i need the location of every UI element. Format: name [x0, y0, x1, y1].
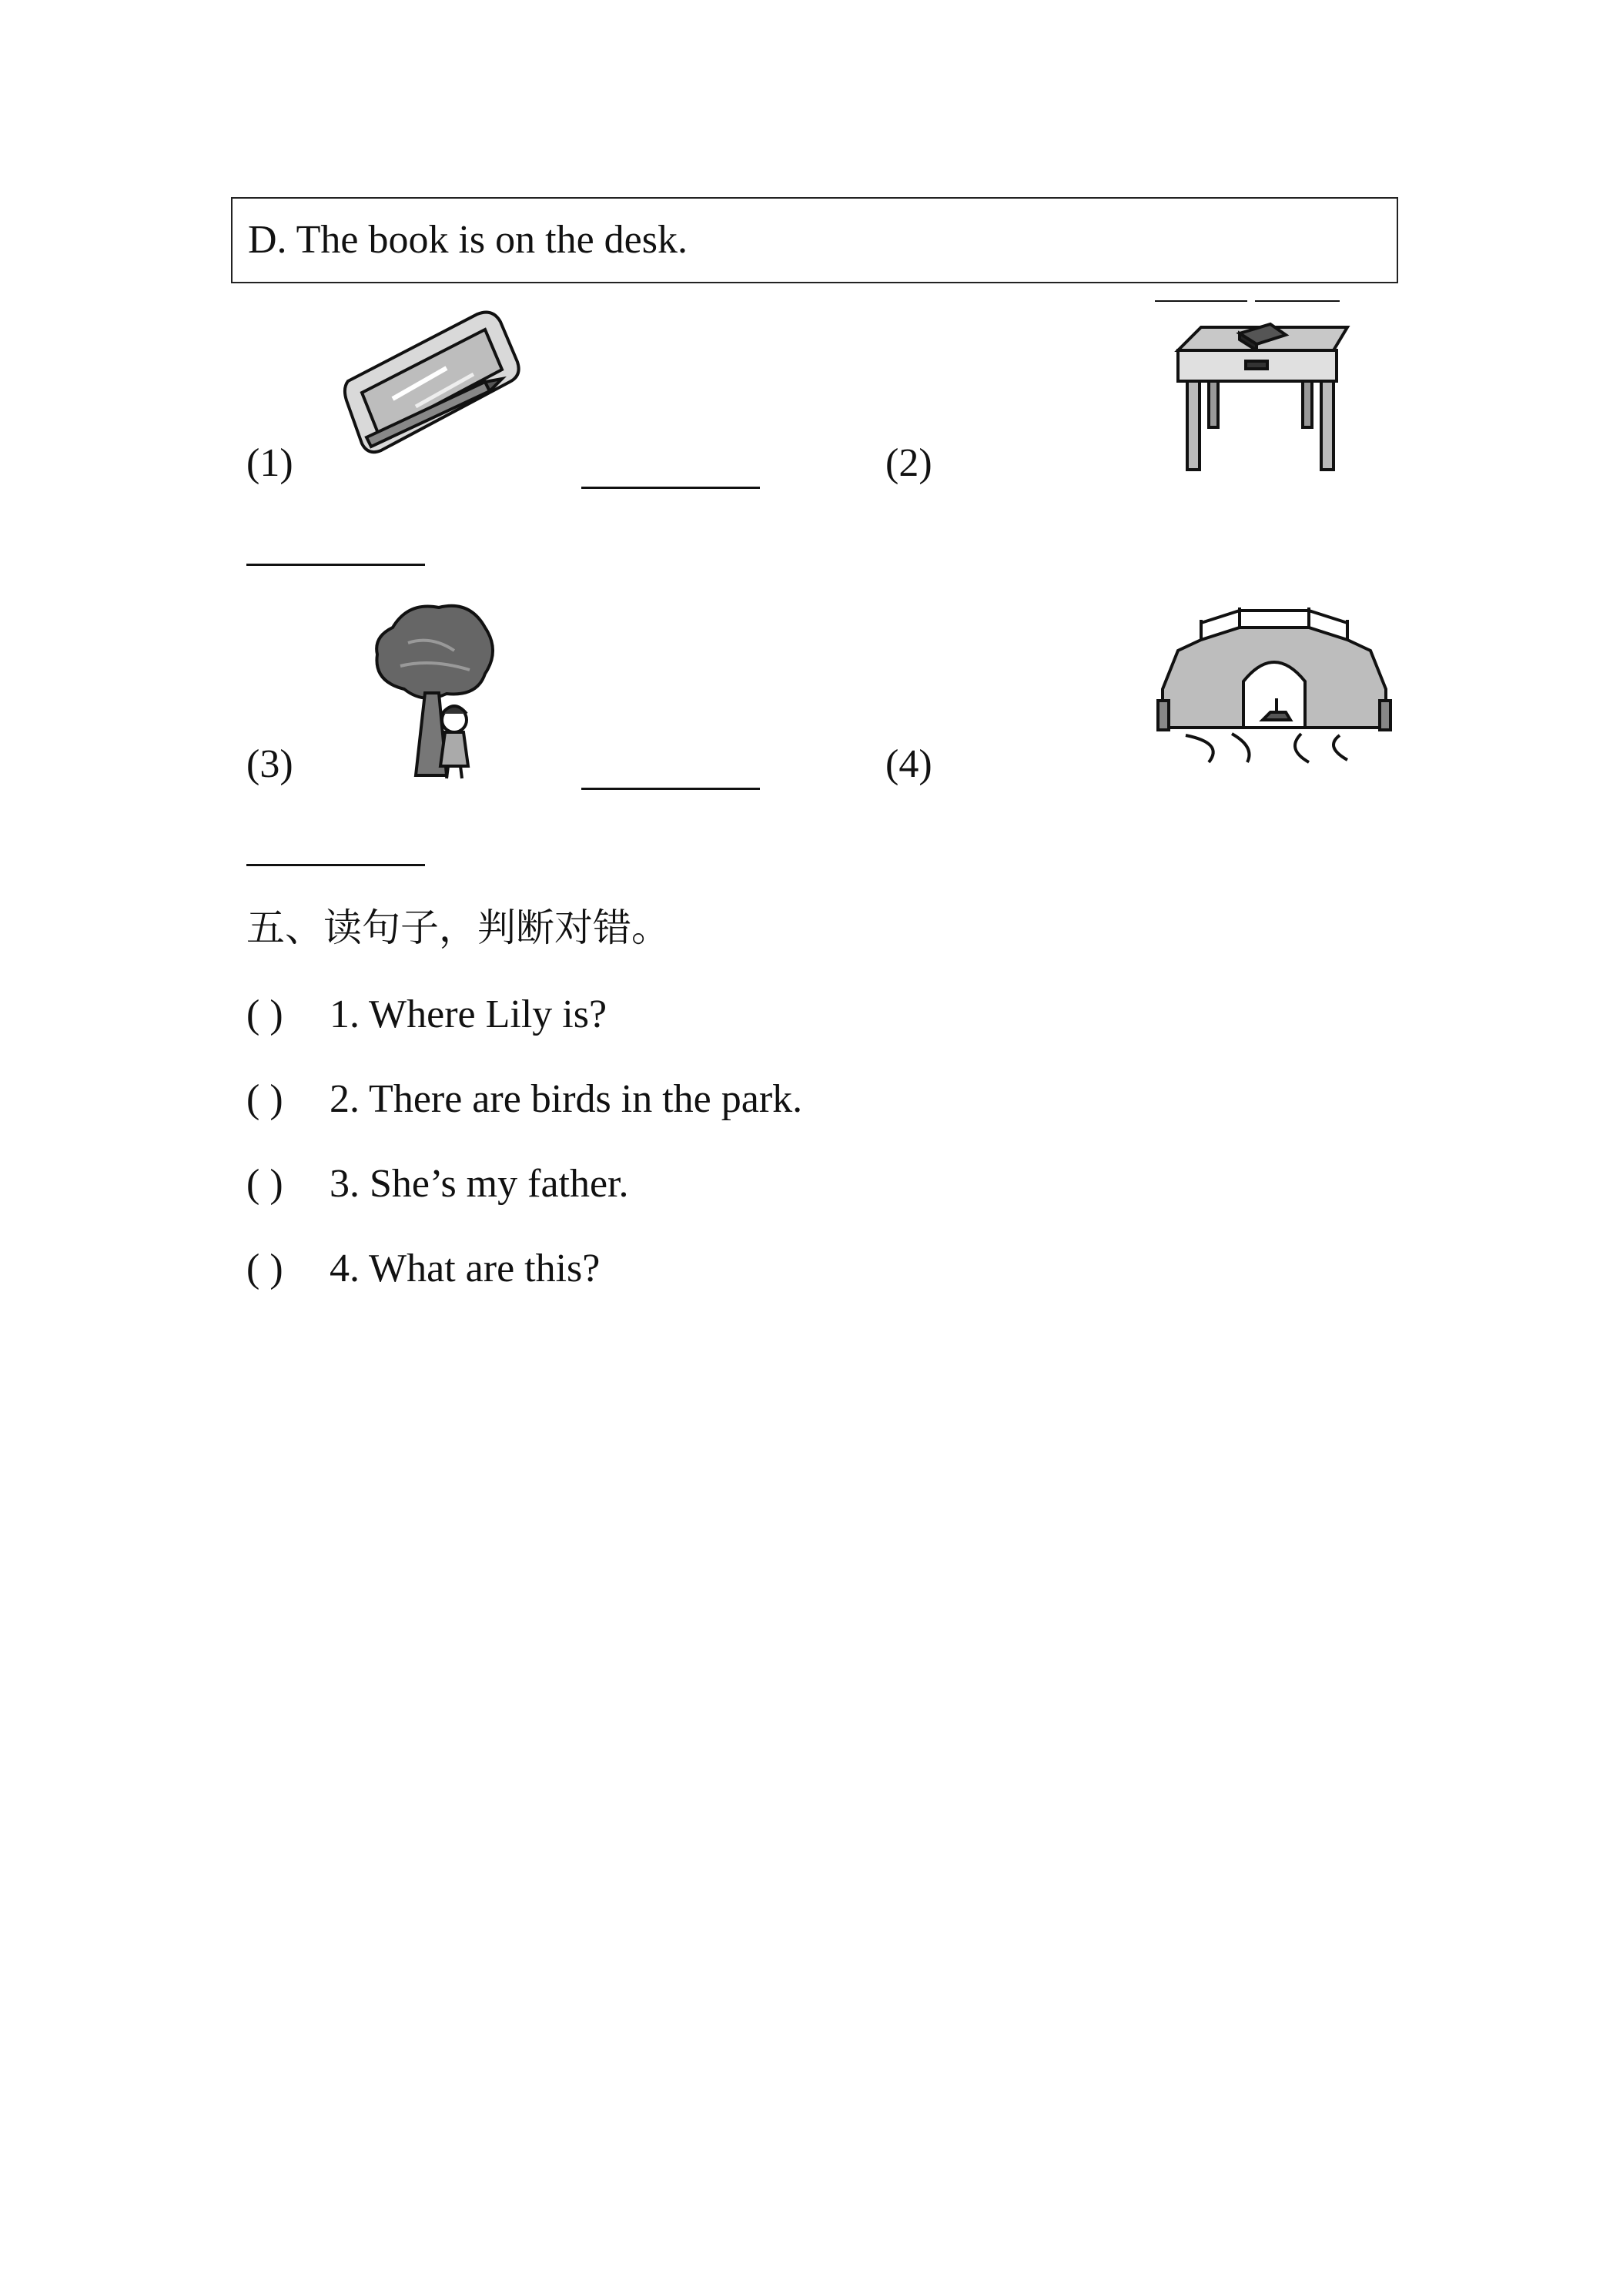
- answer-blank-3[interactable]: [581, 788, 760, 790]
- item-3-number: (3): [246, 742, 293, 786]
- judgement-text: 4. What are this?: [330, 1247, 601, 1290]
- item-4-number: (4): [885, 742, 932, 786]
- pencil-case-icon: [339, 308, 539, 462]
- answer-parenthesis[interactable]: ( ): [246, 1077, 283, 1121]
- judgement-text: 2. There are birds in the park.: [330, 1077, 803, 1121]
- girl-behind-tree-icon: [362, 597, 500, 782]
- answer-parenthesis[interactable]: ( ): [246, 1162, 283, 1206]
- option-d-text: D. The book is on the desk.: [248, 218, 688, 262]
- judgement-text: 3. She’s my father.: [330, 1162, 629, 1206]
- judgement-text: 1. Where Lily is?: [330, 992, 607, 1036]
- answer-blank-1[interactable]: [581, 487, 760, 489]
- desk-with-book-icon: [1155, 296, 1363, 481]
- option-d-box: [231, 197, 1398, 283]
- answer-blank-2[interactable]: [246, 564, 425, 566]
- bridge-with-boat-icon: [1155, 597, 1394, 766]
- answer-blank-4[interactable]: [246, 864, 425, 866]
- section-title: 五、读句子，判断对错。: [246, 905, 670, 950]
- answer-parenthesis[interactable]: ( ): [246, 992, 283, 1036]
- item-2-number: (2): [885, 441, 932, 485]
- item-1-number: (1): [246, 441, 293, 485]
- answer-parenthesis[interactable]: ( ): [246, 1247, 283, 1290]
